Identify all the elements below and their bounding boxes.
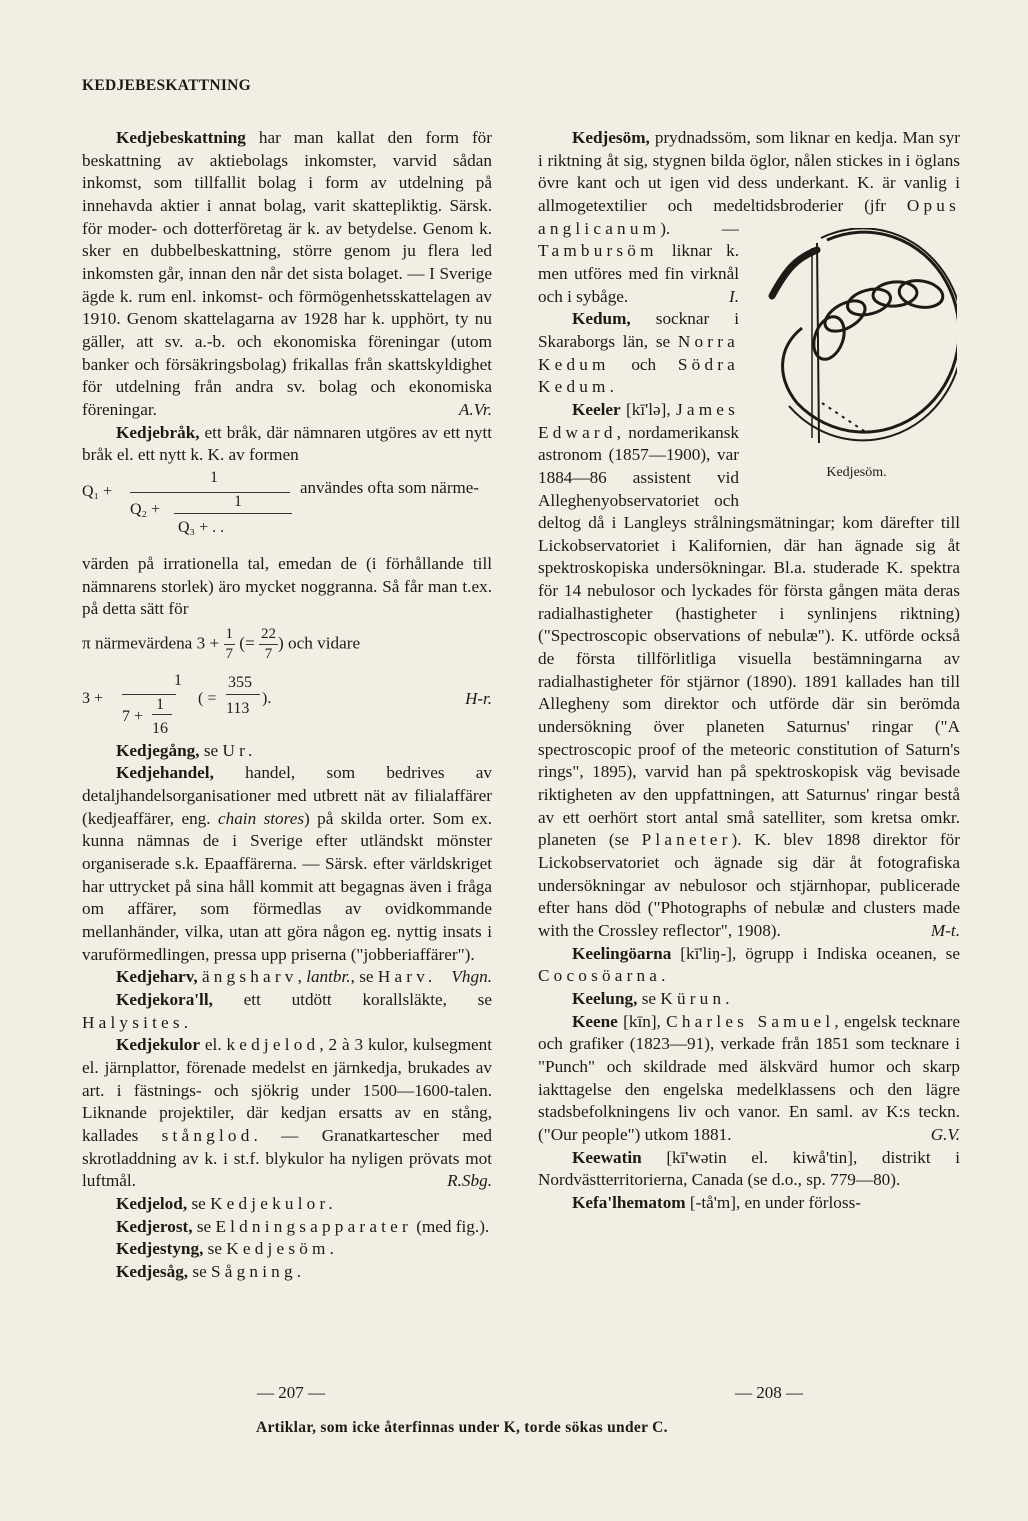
entry-text: [kī'liŋ-], ögrupp i Indiska oceanen, se [671, 943, 960, 963]
page-number-left: — 207 — [257, 1383, 325, 1402]
entry-text: ett utdött korallsläkte, se [212, 990, 492, 1010]
g-close: ). [262, 689, 272, 707]
entry-headword: Kefa'lhematom [572, 1192, 686, 1212]
right-column [538, 127, 960, 1215]
entry-text: ). K. blev 1898 direktor för Lickobservatoriet och ägnade sig där åt fotografiska undersökningar av nebulosor och stjärnhopar, publicerade efter hans död ("Photographs of nebulæ and clusters made with the Crossley reflector", 1908). [538, 830, 960, 940]
entry-text: (med fig.). [411, 1216, 490, 1236]
formula-numerator-2: 1 [234, 492, 242, 510]
g-three: 3 + [82, 689, 104, 707]
entry-text: se [188, 1261, 212, 1281]
entry-text: liknar k. men utföres med fin virknål och i sybåge. [538, 241, 739, 306]
entry-text: prydnadssöm, som liknar en kedja. Man syr i riktning åt sig, stygnen bilda öglor, nålen stickes in i öglans övre kant och ut igen vid dess underkant. K. är vanlig i allmogetextilier och medeltidsbroderier (jfr [538, 128, 960, 215]
running-head: KEDJEBESKATTNING [82, 77, 252, 94]
cross-reference[interactable]: ängsharv [201, 967, 298, 987]
entry-text: se [199, 740, 223, 760]
figure-caption: Kedjesöm. [826, 464, 887, 480]
entry-headword: Kedjesåg, [116, 1261, 189, 1281]
formula-q1: Q₁ + [82, 482, 113, 500]
entry-text: ). — [660, 218, 739, 238]
entry-headword: Kedjekulor [116, 1035, 201, 1055]
pi-text: π närmevärdena 3 + [82, 633, 220, 653]
entry-headword: Kedjesöm, [572, 128, 650, 147]
entry-headword: Keeler [572, 399, 621, 419]
entry-headword: Keelingöarna [572, 943, 672, 963]
pi-continued-fraction [82, 670, 492, 740]
page-number-right: — 208 — [735, 1383, 803, 1402]
entry-text: el. [200, 1035, 227, 1055]
fraction-1-7: $\frac{1}{7}$ [225, 625, 233, 662]
g-seven: 7 + [122, 707, 144, 725]
entry-text: har man kallat den form för beskattning av aktiebolags inkomster, varvid sådan inkomst, som tillfallit bolag i form av utdelning på innehavda aktier i annat bolag, varit skattepliktig. Särsk. för moder- och dotterföretag är k. av betydelse. Genom k. sker en dubbelbeskattning, större genom ju flera led inkomsten går, innan den når det sista bolaget. — I Sverige ägde k. rum enl. inkomst- och förmögenhetsskattelagen av 1910. Genom skattelagarna av 1928 har k. upphört, ty nu gäller, att sv. a.-b. och ekonomiska föreningar (utom banker och försäkringsbolag) frikallas från skattskyldighet för utdelning från andra sv. bolag och ekonomiska föreningar. [82, 128, 492, 419]
fraction-22-7: $\frac{22}{7}$ [261, 625, 277, 662]
entry-text: se [203, 1239, 227, 1259]
cross-reference[interactable]: Södra Kedum. [538, 354, 739, 397]
dictionary-entry [538, 1011, 960, 1147]
cross-reference[interactable]: kedjelod [226, 1035, 320, 1055]
cross-reference[interactable]: Kedjekulor. [210, 1193, 337, 1213]
entry-headword: Kedjestyng, [116, 1239, 204, 1259]
cross-reference[interactable]: Kedjesöm. [226, 1239, 339, 1259]
author-signature: Vhgn. [451, 967, 492, 987]
entry-text: , nordamerikansk astronom (1857—1900), var 1884—86 assistent vid Alleghenyobservatoriet och deltog då i Langleys strålningsmätningar; kom därefter till Lickobservatoriet i Kalifornien, där han ägnade sig åt spektroskopiska undersökningar. Bl.a. studerade K. spektra för 14 nebulosor och lyckades för första gången mäta deras radialhastigheter (hastigheter i synlinjens riktning) ("Spectroscopic observations of nebulæ"). K. utförde också de första tillförlitliga visuella bestämningarna av radialhastigheter för stjärnor (1890). 1891 kallades han till Allegheny som direktor och utförde där sin berömda undersökning över planeten Saturnus' ringar ("A spectroscopic proof of the meteoric constitution of Saturn's rings", 1895), varvid han på spektroskopisk väg bevisade riktigheten av den uppfattningen, att Saturnus' ringar bestå av ett oerhört stort antal små satelliter, som kretsa omkr. planeten (se [538, 422, 960, 850]
g-num: 355 [228, 673, 252, 691]
dictionary-entry [538, 1147, 960, 1192]
author-signature: I. [728, 286, 739, 306]
kedjebrak-intro [82, 422, 492, 467]
entry-headword: Kedjekora'll, [116, 990, 213, 1010]
dictionary-entry [82, 989, 492, 1034]
cross-reference[interactable]: Sågning. [211, 1261, 306, 1281]
entry-headword: Kedjeharv, [116, 967, 198, 987]
pi-after: ) och vidare [278, 633, 361, 653]
dictionary-entry [82, 1034, 492, 1193]
left-entries [82, 740, 492, 1284]
entry-headword: Kedjegång, [116, 740, 200, 760]
entry-text: och [609, 354, 678, 374]
entry-text: se [187, 1193, 211, 1213]
dictionary-entry [82, 1238, 492, 1261]
dictionary-entry [82, 1193, 492, 1216]
entry-headword: Keewatin [572, 1147, 642, 1167]
cross-reference[interactable]: Ur. [222, 740, 257, 760]
cross-reference[interactable]: Charles Samuel [666, 1011, 835, 1031]
formula-numerator: 1 [210, 468, 218, 486]
signature: H-r. [465, 688, 492, 708]
entry-text: , 2 à 3 kulor, kulsegment el. järnplattor, förenade medelst en järnkedja, brukades av art. i fästnings- och sjökrig under 1500—1600-talen. Liknande projektiler, där kedjan ersatts av en stång, kallades [82, 1035, 492, 1145]
entry-headword: Kedjebråk, [116, 422, 200, 442]
entry-text: [kī'lə], [620, 399, 676, 419]
dictionary-entry [538, 943, 960, 988]
left-column [82, 127, 492, 1284]
cross-reference[interactable]: Planeter [641, 830, 732, 850]
dictionary-entry [538, 1192, 960, 1215]
entry-text: ) på skilda orter. Som ex. kunna nämnas de i Sverige efter utländskt mönster organiserade s.k. Epaaffärerna. — Särsk. efter världskriget har uttrycket på sina håll kommit att begagnas även i fråga om affärer, som förmedlas av ovidkommande mellanhänder, vilka, utan att göra någon eg. nyttig insats i varuförmedlingen, pressa upp priserna ("jobberiaffärer"). [82, 808, 492, 964]
dictionary-entry [538, 988, 960, 1011]
entry-text: , se [350, 967, 378, 987]
footer-note: Artiklar, som icke återfinnas under K, torde sökas under C. [256, 1419, 668, 1436]
author-signature: G.V. [930, 1124, 960, 1144]
equals: (= [239, 633, 255, 653]
continued-fraction-formula [82, 467, 492, 553]
cross-reference[interactable]: Cocosöarna. [538, 966, 670, 986]
entry-headword: Kedjelod, [116, 1193, 188, 1213]
cross-reference[interactable]: Harv. [377, 967, 437, 987]
entry-text: [kīn], [617, 1011, 667, 1031]
entry-text: se [637, 988, 661, 1008]
entry-kedjebeskattning [82, 127, 492, 422]
cross-reference[interactable]: Kürun. [660, 988, 734, 1008]
author-signature: M-t. [930, 920, 960, 940]
entry-headword: Kedjebeskattning [116, 128, 246, 147]
entry-headword: Keene [572, 1011, 618, 1031]
entry-text: , engelsk tecknare och grafiker (1823—91), verkade från 1851 som tecknare i "Punch" och skildrade med älskvärd humor och skarp iakttagelse den engelska medelklassens och den lägre stadsbefolkningens liv och vanor. En saml. av K:s teckn. ("Our people") utkom 1881. [538, 1011, 960, 1144]
entry-headword: Keelung, [572, 988, 638, 1008]
dictionary-entry [82, 1216, 492, 1239]
italic-text: lantbr. [306, 967, 351, 987]
entry-headword: Kedjerost, [116, 1216, 193, 1236]
entry-text: [kī'wətin el. kiwå'tin], distrikt i Nordvästterritorierna, Canada (se d.o., sp. 779—80). [538, 1147, 960, 1190]
formula-q3: Q₃ + . . [178, 518, 225, 536]
entry-text: . — Granatkartescher med skrotladdning av k. i st.f. blykulor ha nyligen prövats mot luftmål. [82, 1125, 492, 1191]
entry-text: handel, som bedrives av detaljhandelsorganisationer med utbrett nät av filialaffärer (kedjeaffärer, eng. [82, 763, 492, 828]
italic-text: chain stores [217, 808, 305, 828]
g-one: 1 [174, 671, 182, 689]
dictionary-entry [82, 1261, 492, 1284]
entry-text: , [297, 967, 307, 987]
formula-q2: Q₂ + [130, 500, 161, 518]
formula-after-text: användes ofta som närme- [300, 477, 479, 497]
entry-text: se [192, 1216, 216, 1236]
cross-reference[interactable]: James Edward [538, 399, 739, 442]
cross-reference[interactable]: stånglod [161, 1125, 254, 1145]
g-den: 113 [226, 699, 250, 717]
entry-text: ett bråk, där nämnaren utgöres av ett nytt bråk el. ett nytt k. K. av formen [82, 422, 492, 465]
g-eq: ( = [198, 689, 217, 707]
cross-reference[interactable]: Norra Kedum [538, 331, 739, 374]
chain-stitch-illustration [757, 228, 957, 460]
g-one2: 1 [156, 695, 164, 713]
dictionary-entry [82, 966, 492, 989]
cross-reference[interactable]: Halysites. [82, 1012, 193, 1032]
entry-text: socknar i Skaraborgs län, se [538, 309, 739, 351]
entry-kedjebrak [82, 422, 492, 740]
g-sixteen: 16 [152, 719, 168, 737]
cross-reference[interactable]: Tambursöm [538, 241, 658, 261]
author-signature: A.Vr. [458, 399, 492, 419]
chain-stitch-figure [749, 228, 964, 490]
entry-text: [-tå'm], en under förloss- [685, 1192, 862, 1212]
dictionary-entry [82, 740, 492, 763]
entry-headword: Kedjehandel, [116, 763, 214, 783]
entry-headword: Kedum, [572, 309, 631, 329]
cross-reference[interactable]: Opus anglicanum [538, 195, 960, 238]
kedjebrak-text: värden på irrationella tal, emedan de (i förhållande till nämnarens storlek) äro mycket noggranna. Så får man t.ex. på detta sätt för [82, 553, 492, 619]
pi-approximation [82, 625, 492, 664]
cross-reference[interactable]: Eldningsapparater [215, 1216, 412, 1236]
author-signature: R.Sbg. [447, 1171, 492, 1191]
